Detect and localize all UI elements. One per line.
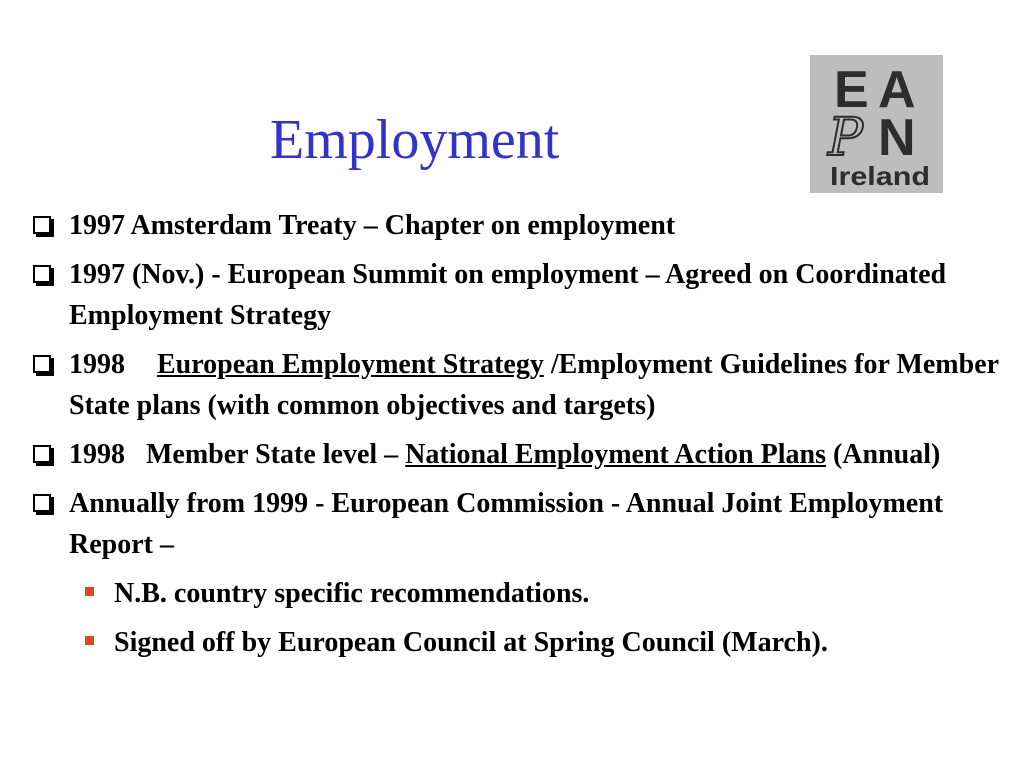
checkbox-bullet-icon: [33, 494, 51, 512]
national-employment-action-plans-link[interactable]: National Employment Action Plans: [405, 439, 826, 470]
eapn-ireland-logo: [810, 55, 943, 193]
logo-letter-n: N: [878, 109, 916, 167]
bullet-item: [30, 434, 1005, 475]
bullet-item: [30, 205, 1005, 246]
logo-letter-e: E: [834, 61, 869, 119]
bullet-suffix: (Annual): [825, 439, 941, 470]
bullet-prefix: 1998: [69, 349, 125, 380]
bullet-text: 1997 (Nov.) - European Summit on employment – Agreed on Coordinated Employment Strategy: [69, 259, 947, 331]
european-employment-strategy-link[interactable]: European Employment Strategy: [157, 349, 544, 380]
logo-word-ireland: Ireland: [830, 161, 930, 191]
bullet-list: [30, 205, 1005, 671]
square-bullet-icon: [85, 587, 94, 596]
checkbox-bullet-icon: [33, 355, 51, 373]
square-bullet-icon: [85, 636, 94, 645]
checkbox-bullet-icon: [33, 216, 51, 234]
logo-letter-a: A: [878, 61, 916, 119]
bullet-suffix: /Employment Guidelines for Member State plans (with common objectives and targets): [69, 349, 999, 421]
sub-bullet-text: Signed off by European Council at Spring Council (March).: [114, 627, 828, 658]
bullet-text: Annually from 1999 - European Commission - Annual Joint Employment Report –: [69, 488, 944, 560]
bullet-text: 1997 Amsterdam Treaty – Chapter on employment: [69, 210, 676, 241]
sub-bullet-item: [30, 573, 1005, 614]
sub-bullet-text: N.B. country specific recommendations.: [114, 578, 590, 609]
bullet-prefix: 1998 Member State level –: [69, 439, 406, 470]
bullet-item: [30, 344, 1005, 426]
slide-title: Employment: [270, 109, 560, 171]
sub-bullet-item: [30, 622, 1005, 663]
checkbox-bullet-icon: [33, 265, 51, 283]
bullet-item: [30, 254, 1005, 336]
checkbox-bullet-icon: [33, 445, 51, 463]
logo-letter-p: P: [828, 108, 863, 168]
bullet-item: [30, 483, 1005, 565]
